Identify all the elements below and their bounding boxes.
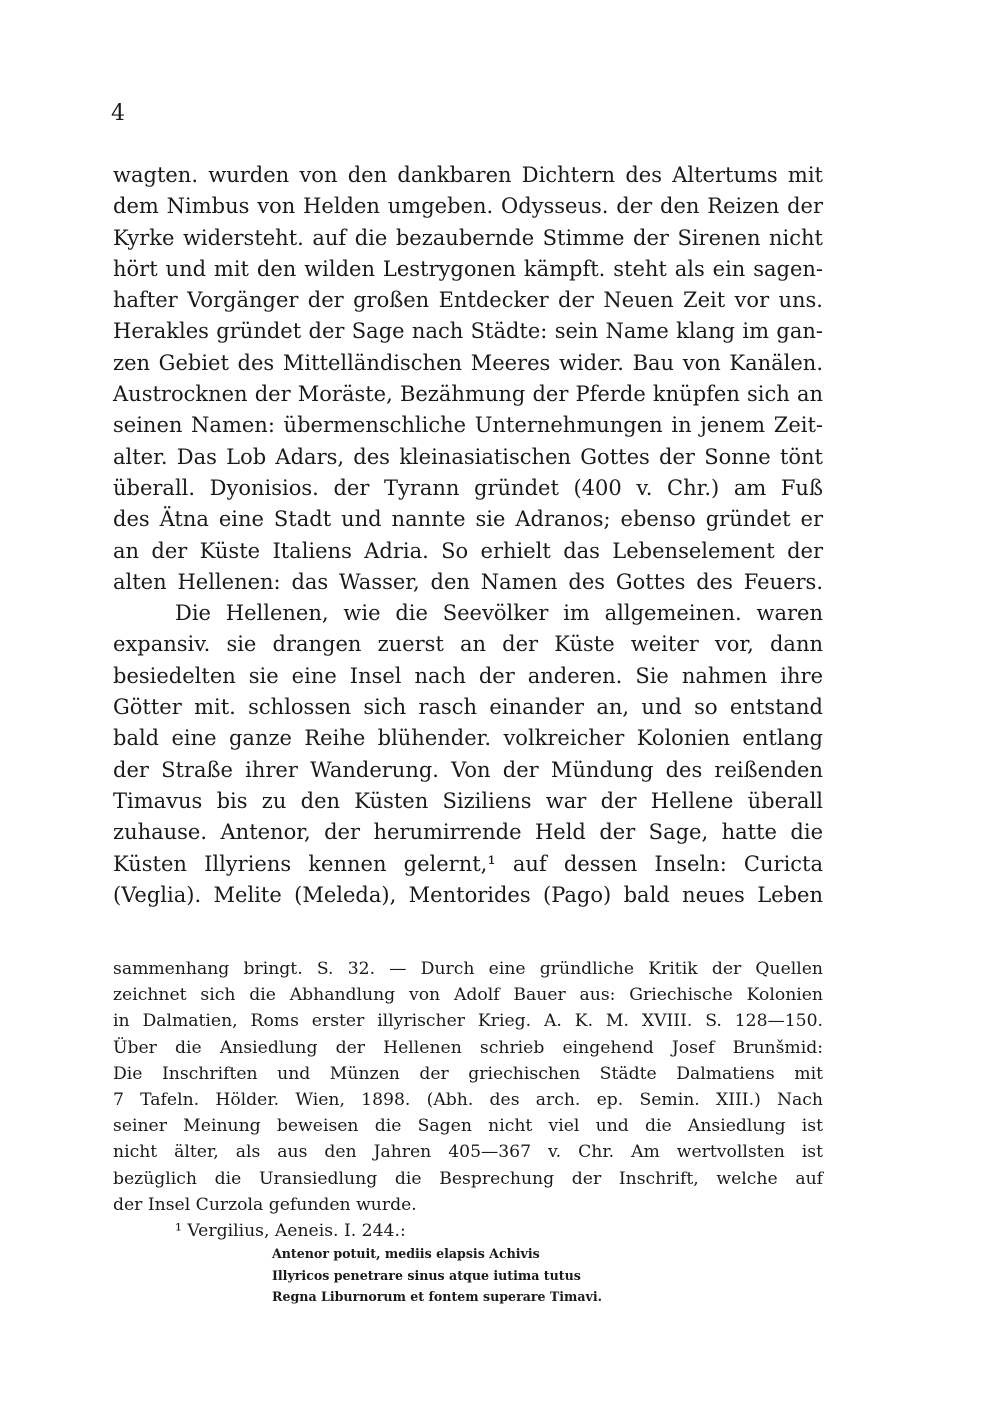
text-line: (Veglia). Melite (Meleda), Mentorides (Pago) bald neues Leben [113,882,823,907]
footnote-line: nicht älter, als aus den Jahren 405—367 v. Chr. Am wertvollsten ist [113,1142,823,1163]
quote-line: Regna Liburnorum et fontem superare Timavi. [272,1289,603,1304]
text-line: des Ätna eine Stadt und nannte sie Adranos; ebenso gründet er [113,507,823,532]
text-line: hafter Vorgänger der großen Entdecker der Neuen Zeit vor uns. [113,288,823,313]
paragraph-start-line: Die Hellenen, wie die Seevölker im allgemeinen. waren [175,601,823,626]
footnote-line: bezüglich die Uransiedlung die Besprechung der Inschrift, welche auf [113,1168,823,1189]
footnotes [113,956,823,1244]
text-line: besiedelten sie eine Insel nach der anderen. Sie nahmen ihre [113,663,823,688]
footnote-line: in Dalmatien, Roms erster illyrischer Krieg. A. K. M. XVIII. S. 128—150. [113,1011,823,1032]
text-line: Timavus bis zu den Küsten Siziliens war der Hellene überall [113,788,823,813]
footnote-line: Über die Ansiedlung der Hellenen schrieb eingehend Josef Brunšmid: [113,1037,823,1058]
page-number: 4 [111,101,125,126]
text-line: wagten. wurden von den dankbaren Dichtern des Altertums mit [113,163,823,187]
latin-quotation [272,1243,652,1308]
text-line: Götter mit. schlossen sich rasch einander an, und so entstand [113,695,823,720]
text-line: hört und mit den wilden Lestrygonen kämpft. steht als ein sagen- [113,256,823,281]
footnote-line: sammenhang bringt. S. 32. — Durch eine gründliche Kritik der Quellen [113,959,823,979]
footnote-line: der Insel Curzola gefunden wurde. [113,1194,417,1215]
text-line: zen Gebiet des Mittelländischen Meeres wider. Bau von Kanälen. [113,350,823,375]
text-line: Austrocknen der Moräste, Bezähmung der Pferde knüpfen sich an [113,382,823,407]
text-line: der Straße ihrer Wanderung. Von der Mündung des reißenden [113,757,823,782]
text-line: dem Nimbus von Helden umgeben. Odysseus. der den Reizen der [113,194,823,219]
main-text [113,160,823,911]
footnote-line: seiner Meinung beweisen die Sagen nicht viel und die Ansiedlung ist [113,1116,823,1137]
text-line: an der Küste Italiens Adria. So erhielt das Lebenselement der [113,538,823,563]
quote-line: Illyricos penetrare sinus atque iutima tutus [272,1267,581,1283]
text-line: Küsten Illyriens kennen gelernt,¹ auf dessen Inseln: Curicta [113,851,823,876]
text-line: Herakles gründet der Sage nach Städte: sein Name klang im gan- [113,319,823,344]
quote-line: Antenor potuit, mediis elapsis Achivis [272,1246,540,1261]
footnote-line: Die Inschriften und Münzen der griechischen Städte Dalmatiens mit [113,1063,823,1084]
text-line: alten Hellenen: das Wasser, den Namen des Gottes des Feuers. [113,569,823,594]
text-line: expansiv. sie drangen zuerst an der Küste weiter vor, dann [113,632,823,657]
text-line: Kyrke widersteht. auf die bezaubernde Stimme der Sirenen nicht [113,225,823,250]
footnote-line: 7 Tafeln. Hölder. Wien, 1898. (Abh. des arch. ep. Semin. XIII.) Nach [113,1089,823,1110]
text-line: seinen Namen: übermenschliche Unternehmungen in jenem Zeit- [113,413,823,438]
text-line: zuhause. Antenor, der herumirrende Held der Sage, hatte die [113,820,823,845]
text-line: bald eine ganze Reihe blühender. volkreicher Kolonien entlang [113,726,823,751]
footnote-reference: ¹ Vergilius, Aeneis. I. 244.: [175,1220,406,1241]
text-line: überall. Dyonisios. der Tyrann gründet (400 v. Chr.) am Fuß [113,475,823,500]
text-line: alter. Das Lob Adars, des kleinasiatischen Gottes der Sonne tönt [113,444,823,469]
footnote-line: zeichnet sich die Abhandlung von Adolf Bauer aus: Griechische Kolonien [113,985,823,1006]
